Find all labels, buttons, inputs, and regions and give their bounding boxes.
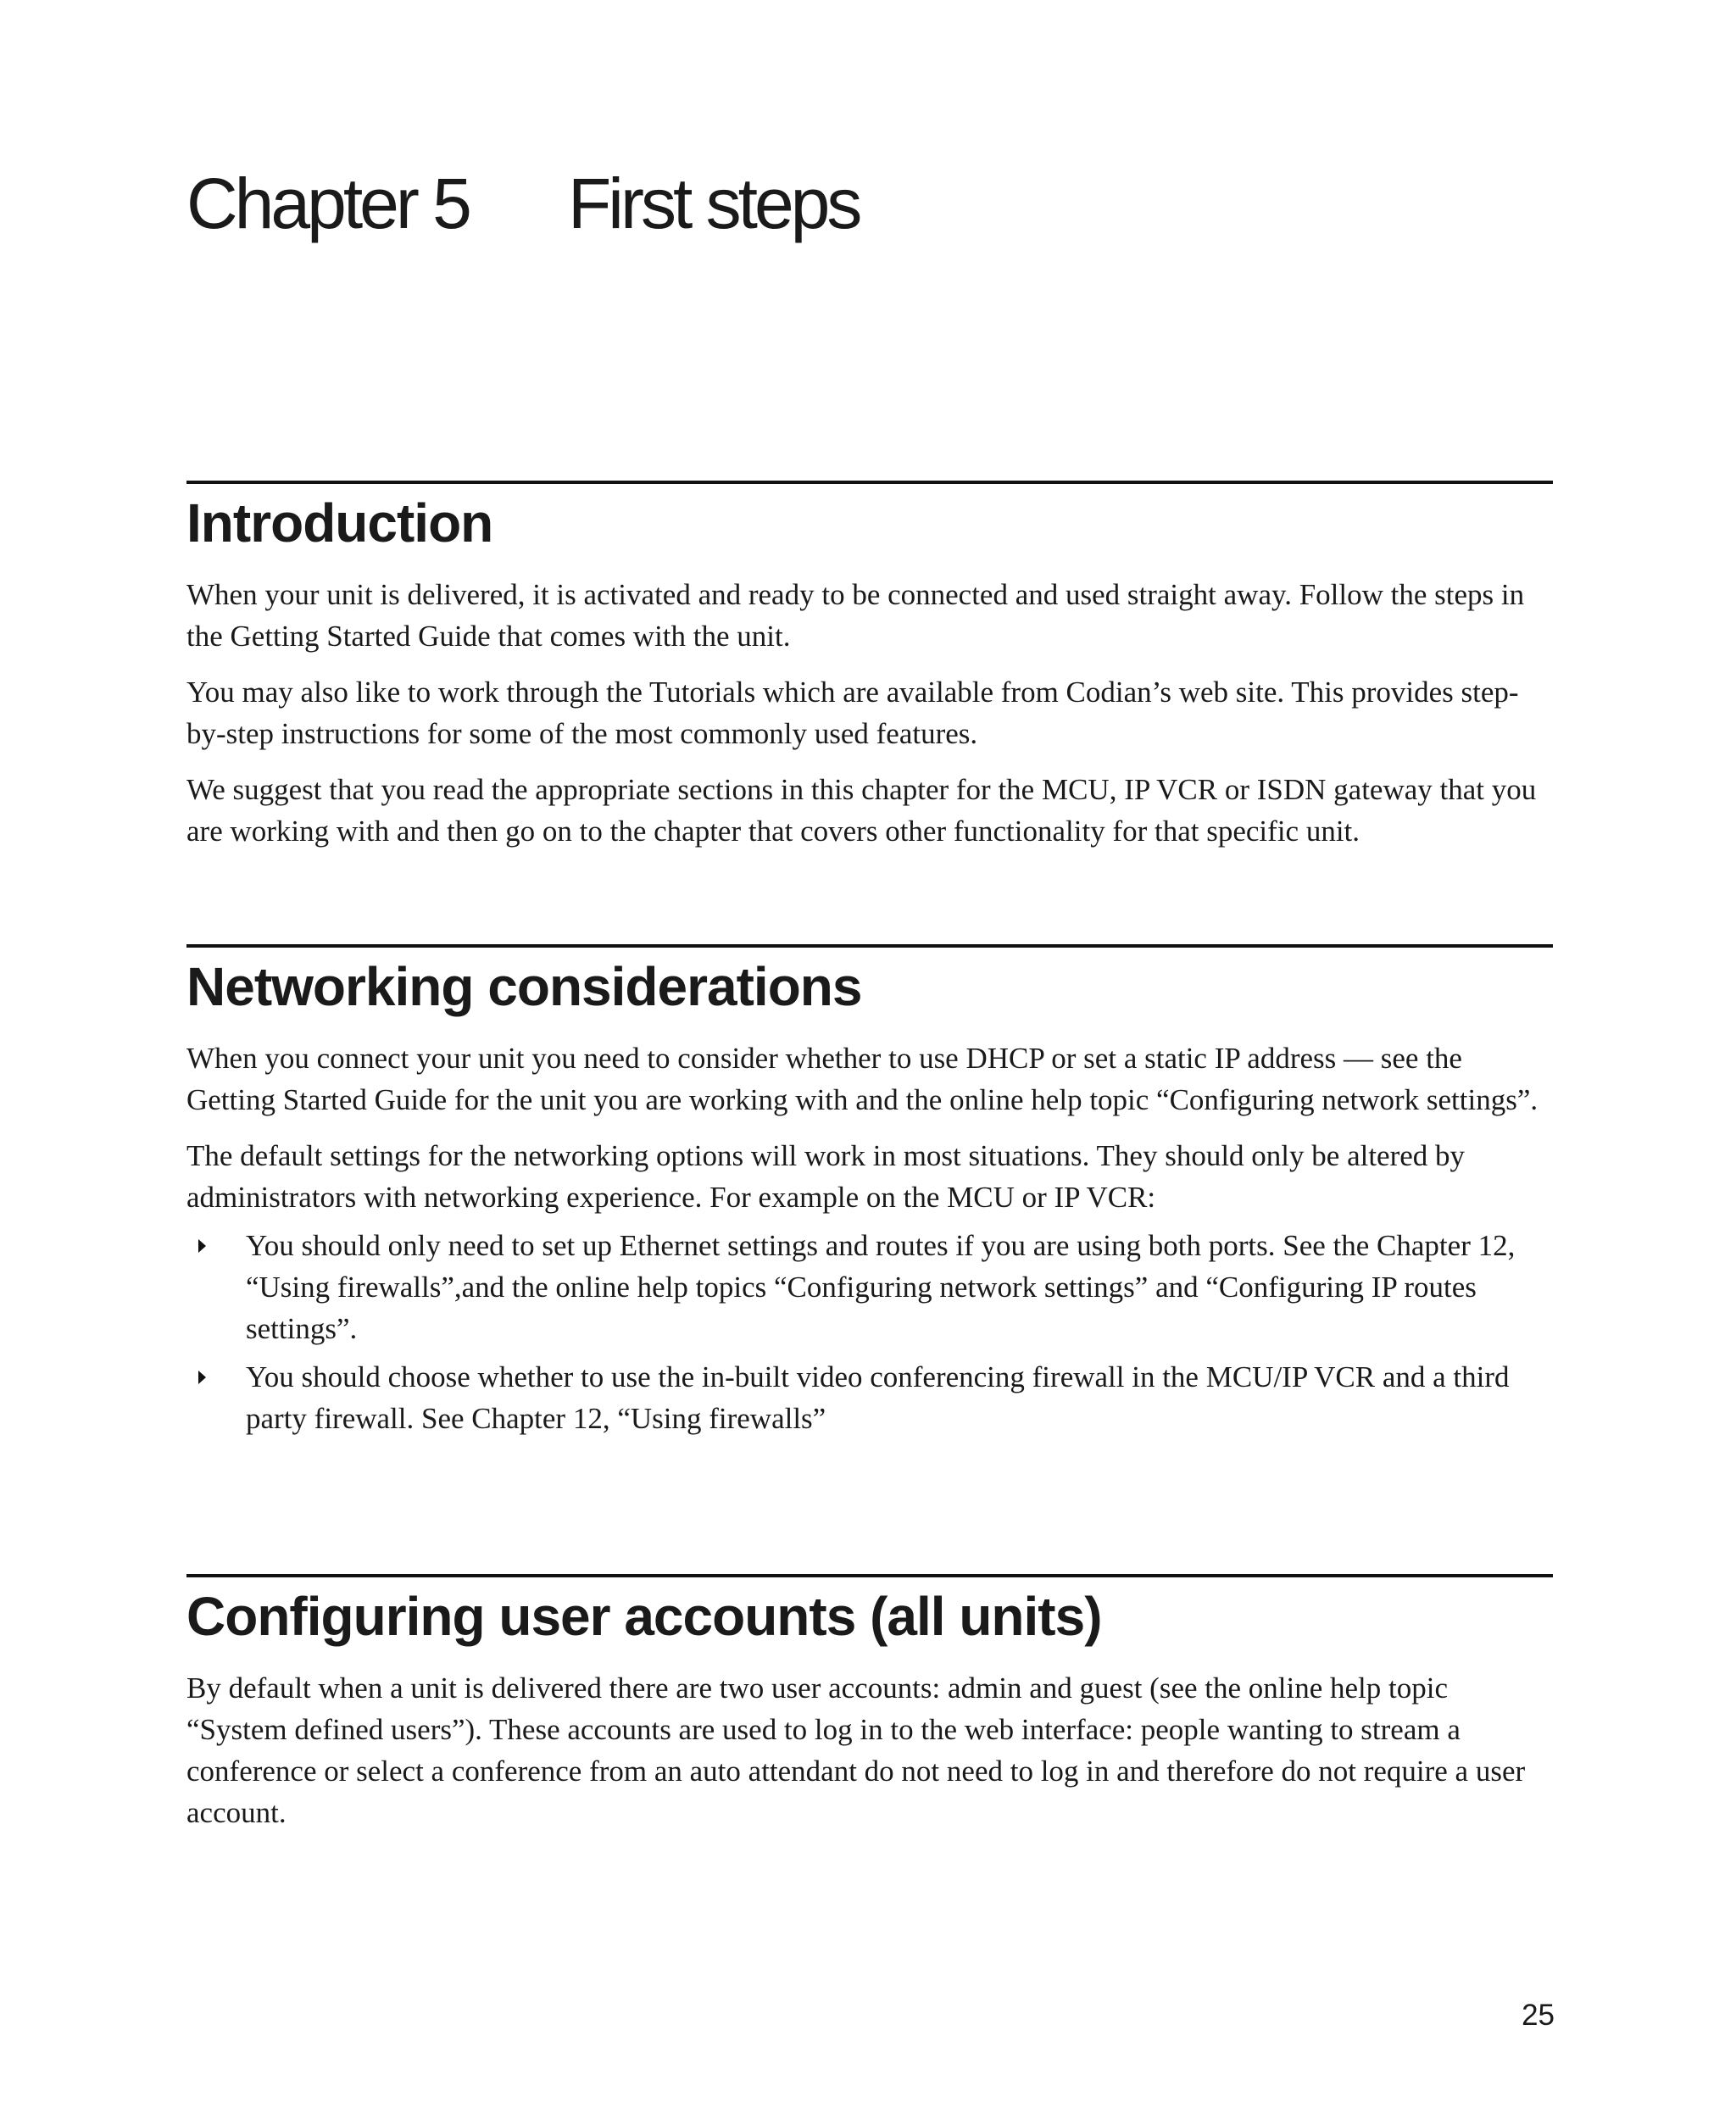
bullet-text: You should only need to set up Ethernet settings and routes if you are using both ports. See the Chapter 12, “Using firewalls”,and the online help topics “Configuring network settings” and “Configuring IP routes settings”.: [246, 1228, 1516, 1345]
paragraph: When you connect your unit you need to consider whether to use DHCP or set a static IP address — see the Getting Started Guide for the unit you are working with and the online help topic “Configuring network settings”.: [186, 1041, 1538, 1116]
bullet-list: [186, 1225, 1553, 1439]
section-heading: Networking considerations: [186, 956, 862, 1017]
paragraph: The default settings for the networking options will work in most situations. They should only be altered by administrators with networking experience. For example on the MCU or IP VCR:: [186, 1138, 1466, 1214]
section-divider: [186, 481, 1553, 484]
paragraph: By default when a unit is delivered there are two user accounts: admin and guest (see the online help topic “System defined users”). These accounts are used to log in to the web interface: people wanting to stream a conference or select a conference from an auto attendant do not need to log in and therefore do not require a user account.: [186, 1671, 1526, 1829]
paragraph: You may also like to work through the Tutorials which are available from Codian’s web site. This provides step-by-step instructions for some of the most commonly used features.: [186, 675, 1519, 750]
section-divider: [186, 944, 1553, 948]
bullet-text: You should choose whether to use the in-built video conferencing firewall in the MCU/IP VCR and a third party firewall. See Chapter 12, “Using firewalls”: [246, 1360, 1510, 1435]
section-networking-considerations: [186, 944, 1553, 1446]
chapter-number: Chapter 5: [186, 164, 469, 243]
section-heading: Introduction: [186, 492, 493, 553]
page-number: 25: [1522, 1999, 1555, 2032]
section-heading: Configuring user accounts (all units): [186, 1586, 1102, 1647]
bullet-item: [186, 1356, 1553, 1439]
triangle-right-bullet-icon: [198, 1371, 206, 1384]
section-introduction: [186, 481, 1553, 852]
paragraph: When your unit is delivered, it is activated and ready to be connected and used straight away. Follow the steps in the Getting Started Guide that comes with the unit.: [186, 577, 1525, 653]
bullet-item: [186, 1225, 1553, 1349]
triangle-right-bullet-icon: [198, 1239, 206, 1253]
paragraph: We suggest that you read the appropriate sections in this chapter for the MCU, IP VCR or ISDN gateway that you are working with and then go on to the chapter that covers other functionality for that specific unit.: [186, 772, 1537, 848]
chapter-title: First steps: [568, 164, 860, 243]
chapter-heading: [186, 164, 860, 243]
section-configuring-user-accounts: [186, 1574, 1553, 1833]
section-divider: [186, 1574, 1553, 1577]
